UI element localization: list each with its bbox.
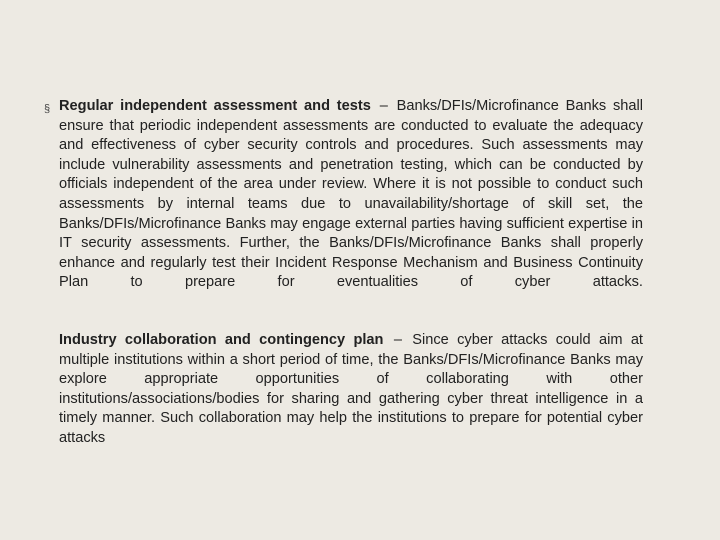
paragraph-body: Banks/DFIs/Microfinance Banks shall ensure that periodic independent assessments are conducted to evaluate the adequacy and effectiveness of cyber security controls and procedures. Such assessments may include vulnerability assessments and penetration testing, which can be conducted by officials independent of the area under review. Where it is not possible to conduct such assessments by internal teams due to unavailability/shortage of skill set, the Banks/DFIs/Microfinance Banks may engage external parties having sufficient expertise in IT security assessments. Further, the Banks/DFIs/Microfinance Banks shall properly enhance and regularly test their Incident Response Mechanism and Business Continuity Plan to prepare for eventualities of cyber attacks. xyxy=(59,98,644,291)
paragraph-heading: Regular independent assessment and tests xyxy=(59,98,371,114)
heading-separator: – xyxy=(393,332,402,348)
paragraph-collaboration xyxy=(59,331,643,449)
paragraph-assessment xyxy=(59,97,643,293)
paragraph-heading: Industry collaboration and contingency plan xyxy=(59,332,384,348)
paragraph-body: Since cyber attacks could aim at multiple institutions within a short period of time, the Banks/DFIs/Microfinance Banks may explore appropriate opportunities of collaborating with other institutions/associations/bodies for sharing and gathering cyber threat intelligence in a timely manner. Such collaboration may help the institutions to prepare for potential cyber attacks xyxy=(59,332,643,446)
heading-separator: – xyxy=(379,98,388,114)
bullet-marker: § xyxy=(44,103,51,115)
